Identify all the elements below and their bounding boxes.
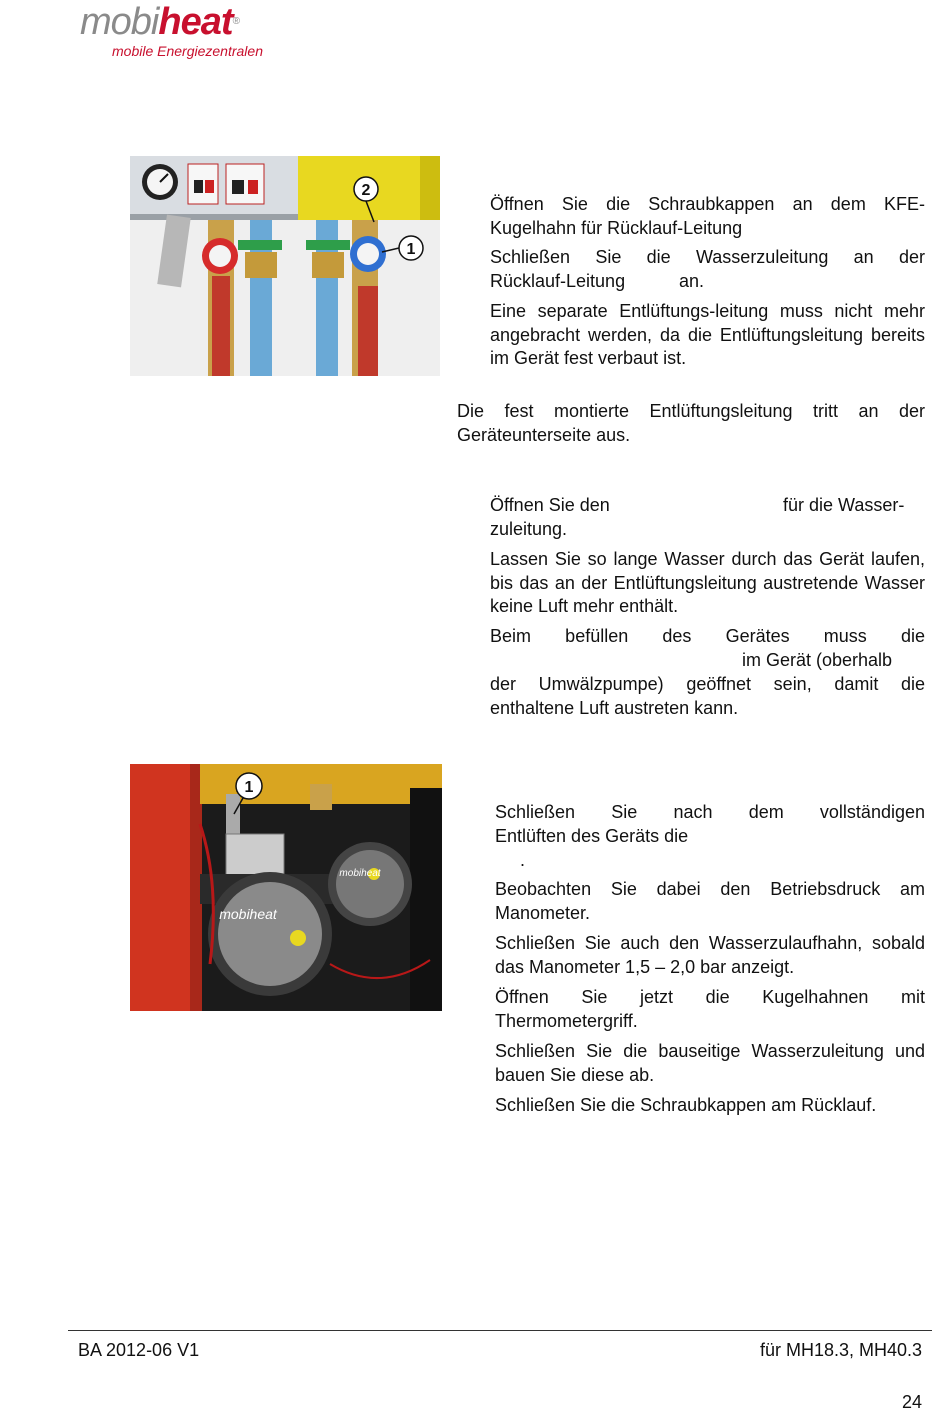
- pump-brand-label: mobiheat: [219, 906, 277, 922]
- close-return-caps-instruction: Schließen Sie die Schraubkappen am Rücklauf.: [495, 1095, 877, 1115]
- close-after-venting-start: Schließen Sie nach dem vollständigen: [495, 802, 925, 822]
- open-valve-text-cont: zuleitung.: [490, 519, 568, 539]
- model-reference: für MH18.3, MH40.3: [759, 1340, 922, 1360]
- open-valve-text-start: Öffnen Sie den: [490, 495, 610, 515]
- pump-brand-label-small: mobiheat: [339, 868, 381, 879]
- return-line-suffix: an.: [679, 271, 705, 291]
- instruction-close-supply: Schließen Sie die Wasserzuleitung an der: [490, 247, 925, 267]
- logo-tagline: mobile Energiezentralen: [112, 43, 263, 59]
- logo-wordmark: mobiheat®: [80, 1, 239, 43]
- pump-callout-label-1: 1: [244, 779, 254, 796]
- close-after-venting-end: .: [520, 850, 526, 870]
- company-logo: [80, 0, 280, 62]
- fill-note-start: Beim befüllen des Gerätes muss die: [490, 626, 925, 646]
- open-valve-text-end: für die Wasser-: [783, 495, 905, 515]
- circulation-pump-photo: [130, 764, 442, 1011]
- venting-exit-note: Die fest montierte Entlüftungsleitung tritt an der Geräteunterseite aus.: [457, 401, 925, 445]
- instruction-open-caps: Öffnen Sie die Schraubkappen an dem KFE-Kugelhahn für Rücklauf-Leitung: [490, 194, 925, 238]
- return-line-label: Rücklauf-Leitung: [490, 271, 626, 291]
- document-version: BA 2012-06 V1: [78, 1340, 200, 1360]
- close-inlet-instruction: Schließen Sie auch den Wasserzulaufhahn, sobald das Manometer 1,5 – 2,0 bar anzeigt.: [495, 933, 925, 977]
- observe-pressure-instruction: Beobachten Sie dabei den Betriebsdruck am Manometer.: [495, 879, 925, 923]
- close-after-venting-mid: Entlüften des Geräts die: [495, 826, 689, 846]
- callout-label-2: 2: [361, 182, 371, 199]
- flush-instruction: Lassen Sie so lange Wasser durch das Gerät laufen, bis das an der Entlüftungsleitung austretende Wasser keine Luft mehr enthält.: [490, 549, 925, 616]
- fill-note-mid: im Gerät (oberhalb: [742, 650, 893, 670]
- open-ball-valves-instruction: Öffnen Sie jetzt die Kugelhahnen mit Thermometergriff.: [495, 987, 925, 1031]
- fill-note-end: der Umwälzpumpe) geöffnet sein, damit die enthaltene Luft austreten kann.: [490, 674, 925, 718]
- venting-line-note: Eine separate Entlüftungs-leitung muss nicht mehr angebracht werden, da die Entlüftungsleitung bereits im Gerät fest verbaut ist.: [490, 301, 925, 368]
- footer-divider: [68, 1330, 932, 1331]
- callout-label-1: 1: [406, 241, 416, 258]
- connection-valves-photo: [130, 156, 440, 376]
- page-number: 24: [901, 1392, 922, 1412]
- remove-supply-instruction: Schließen Sie die bauseitige Wasserzuleitung und bauen Sie diese ab.: [495, 1041, 925, 1085]
